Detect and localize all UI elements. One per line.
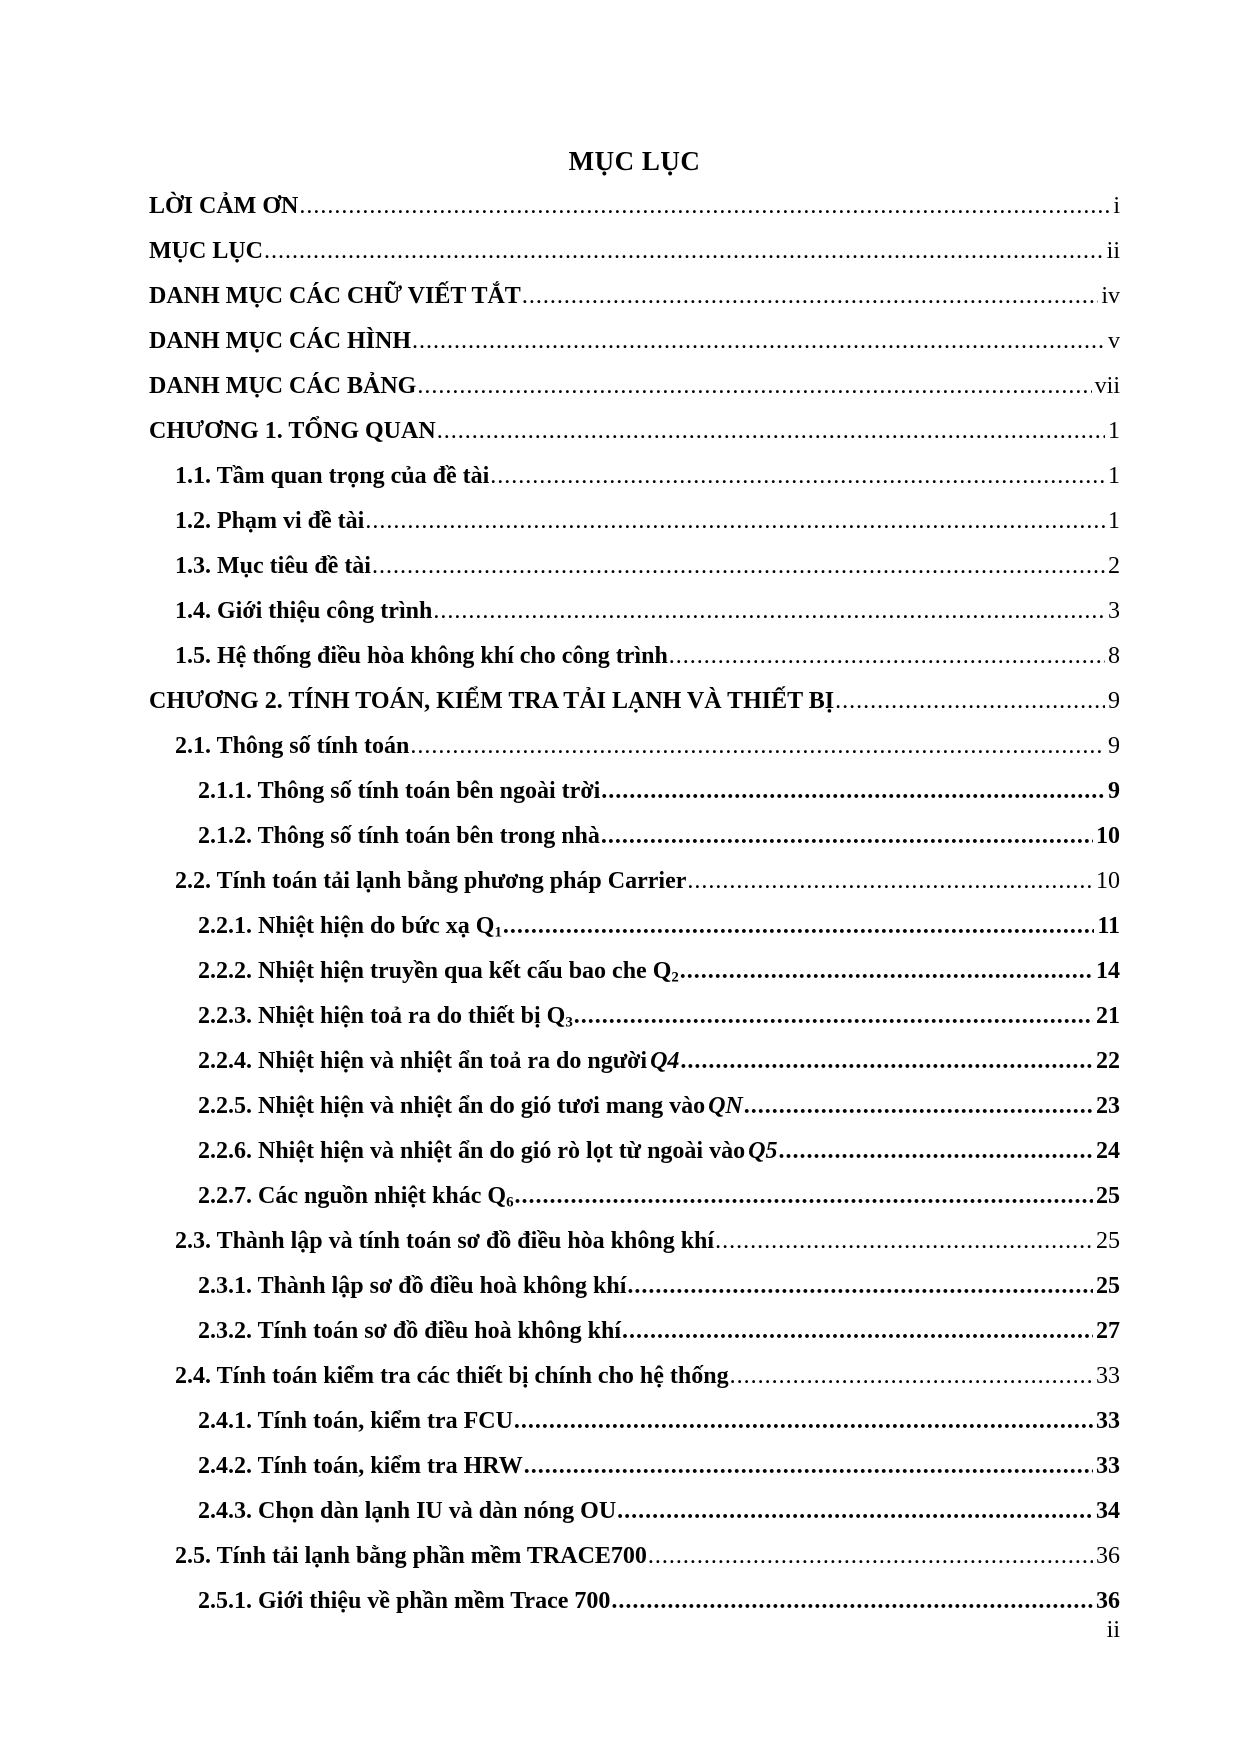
toc-entry-label [175,544,371,589]
toc-entry [149,1309,1120,1354]
toc-entry-label [198,949,679,994]
toc-entry [149,679,1120,724]
toc-page-number: 25 [1096,1273,1120,1299]
toc-entry [149,814,1120,859]
toc-page-number: 9 [1108,778,1120,804]
toc-entry [149,1129,1120,1174]
symbol-subscript: 3 [565,1014,573,1031]
toc-dot-leader [490,454,1105,499]
toc-entry [149,1354,1120,1399]
toc-entry [149,1084,1120,1129]
toc-entry-text: 2.3. Thành lập và tính toán sơ đồ điều hòa không khí [175,1228,715,1254]
symbol-subscript: 1 [494,924,502,941]
toc-page-number: vii [1094,373,1120,399]
toc-entry [149,1264,1120,1309]
toc-entry-text: 2.1.1. Thông số tính toán bên ngoài trời [198,778,601,804]
toc-dot-leader [437,409,1105,454]
toc-entry-label [149,679,834,724]
toc-entry-label [175,1219,714,1264]
toc-entry [149,184,1120,229]
toc-entry-label [198,1084,743,1129]
toc-entry [149,319,1120,364]
toc-dot-leader [503,904,1094,949]
toc-entry-text: DANH MỤC CÁC CHỮ VIẾT TẮT [149,283,521,309]
toc-page-number: 1 [1108,463,1120,489]
toc-entry-text: 1.1. Tầm quan trọng của đề tài [175,463,490,489]
toc-page-number: 34 [1096,1498,1120,1524]
toc-dot-leader [680,949,1093,994]
toc-page-number: 25 [1096,1183,1120,1209]
toc-page-number: 36 [1096,1543,1120,1569]
toc-entry [149,904,1120,949]
toc-entry-text: 2.4.1. Tính toán, kiểm tra FCU [198,1408,513,1434]
toc-entry-label [175,634,668,679]
toc-page-number: 21 [1096,1003,1120,1029]
toc-dot-leader [680,1039,1093,1084]
toc-page-number: 33 [1096,1363,1120,1389]
toc-dot-leader [372,544,1105,589]
toc-entry [149,274,1120,319]
toc-dot-leader [611,1579,1093,1624]
toc-entry-text: 2.2.2. Nhiệt hiện truyền qua kết cấu bao che Q [198,958,672,984]
toc-entry [149,949,1120,994]
toc-entry-text: DANH MỤC CÁC HÌNH [149,328,411,354]
toc-entry-label [198,1264,626,1309]
toc-page-number: v [1108,328,1120,354]
symbol-subscript: 2 [671,969,679,986]
toc-entry-text: 2.4.2. Tính toán, kiểm tra HRW [198,1453,523,1479]
italic-symbol: Q5 [748,1138,778,1164]
toc-dot-leader [715,1219,1093,1264]
toc-dot-leader [601,814,1093,859]
toc-entry-label [198,1309,621,1354]
toc-entry-label [198,1444,523,1489]
toc-entry-text: 2.3.1. Thành lập sơ đồ điều hoà không khí [198,1273,627,1299]
toc-entry-text: 2.3.2. Tính toán sơ đồ điều hoà không khí [198,1318,622,1344]
toc-entry [149,1219,1120,1264]
toc-dot-leader [778,1129,1093,1174]
toc-page-number: 2 [1108,553,1120,579]
toc-entry [149,1444,1120,1489]
toc-entry-text: 2.1.2. Thông số tính toán bên trong nhà [198,823,600,849]
toc-dot-leader [264,229,1104,274]
toc-entry-label [175,724,409,769]
toc-dot-leader [669,634,1105,679]
toc-page-number: 9 [1108,733,1120,759]
toc-page-number: 11 [1097,913,1120,939]
toc-entry-text: 2.2.6. Nhiệt hiện và nhiệt ẩn do gió rò lọt từ ngoài vào [198,1138,746,1164]
italic-symbol: QN [708,1093,743,1119]
footer-page-number: ii [1106,1617,1120,1643]
toc-entry [149,364,1120,409]
toc-entry-label [149,319,411,364]
toc-page-number: 3 [1108,598,1120,624]
italic-symbol: Q4 [650,1048,680,1074]
toc-dot-leader [524,1444,1093,1489]
toc-dot-leader [299,184,1110,229]
toc-page-number: 33 [1096,1453,1120,1479]
toc-dot-leader [648,1534,1093,1579]
toc-dot-leader [574,994,1093,1039]
toc-entry [149,454,1120,499]
toc-entry-text: CHƯƠNG 1. TỔNG QUAN [149,418,436,444]
toc-page-number: 22 [1096,1048,1120,1074]
toc-entry [149,499,1120,544]
toc-page-number: ii [1106,238,1120,264]
toc-entry-text: 2.1. Thông số tính toán [175,733,410,759]
toc-page-number: 10 [1096,868,1120,894]
toc-entry-label [175,499,364,544]
toc-entry-label [198,1129,777,1174]
toc-entry-text: 1.2. Phạm vi đề tài [175,508,365,534]
toc-entry-text: DANH MỤC CÁC BẢNG [149,373,417,399]
toc-page-number: 27 [1096,1318,1120,1344]
toc-entry [149,544,1120,589]
toc-dot-leader [514,1399,1093,1444]
toc-dot-leader [515,1174,1094,1219]
toc-entry [149,1489,1120,1534]
page-title: MỤC LỤC [568,146,701,176]
toc-entry-text: 2.2.7. Các nguồn nhiệt khác Q [198,1183,507,1209]
toc-entry-label [175,1354,729,1399]
toc-entry-text: 2.5. Tính tải lạnh bằng phần mềm TRACE700 [175,1543,647,1569]
toc-entry [149,409,1120,454]
toc-entry [149,229,1120,274]
toc-dot-leader [433,589,1105,634]
toc-dot-leader [522,274,1099,319]
toc-page-number: iv [1101,283,1120,309]
toc-entry-label [175,1534,647,1579]
toc-entry-label [149,274,521,319]
toc-entry-label [198,1399,513,1444]
toc-entry-text: 2.2. Tính toán tải lạnh bằng phương pháp Carrier [175,868,687,894]
toc-entry-label [149,364,416,409]
toc-entry-label [175,859,686,904]
table-of-contents [149,184,1120,1624]
toc-entry [149,1174,1120,1219]
toc-entry-label [198,814,600,859]
toc-entry-text: 2.2.4. Nhiệt hiện và nhiệt ẩn toả ra do người [198,1048,648,1074]
toc-entry [149,724,1120,769]
toc-page-number: 33 [1096,1408,1120,1434]
toc-page-number: 9 [1108,688,1120,714]
toc-page-number: 24 [1096,1138,1120,1164]
toc-entry-label [149,184,298,229]
toc-page-number: 8 [1108,643,1120,669]
toc-page-number: 10 [1096,823,1120,849]
toc-dot-leader [744,1084,1093,1129]
toc-entry-text: 2.2.3. Nhiệt hiện toả ra do thiết bị Q [198,1003,566,1029]
toc-entry [149,859,1120,904]
toc-dot-leader [601,769,1105,814]
toc-entry-text: LỜI CẢM ƠN [149,193,299,219]
toc-page-number: 1 [1108,418,1120,444]
toc-entry-label [175,454,489,499]
toc-entry-text: MỤC LỤC [149,238,263,264]
toc-dot-leader [627,1264,1093,1309]
toc-entry-label [198,769,600,814]
toc-dot-leader [365,499,1105,544]
toc-entry-label [175,589,432,634]
toc-entry-label [198,1174,514,1219]
toc-entry-text: 2.5.1. Giới thiệu về phần mềm Trace 700 [198,1588,611,1614]
toc-entry [149,1399,1120,1444]
toc-entry [149,1039,1120,1084]
toc-entry-text: 2.2.1. Nhiệt hiện do bức xạ Q [198,913,495,939]
toc-entry [149,1579,1120,1624]
toc-entry [149,1534,1120,1579]
toc-page-number: i [1113,193,1120,219]
toc-entry-label [198,904,502,949]
toc-entry [149,589,1120,634]
toc-entry [149,769,1120,814]
toc-entry-label [198,1489,616,1534]
toc-entry-text: 2.4. Tính toán kiểm tra các thiết bị chính cho hệ thống [175,1363,729,1389]
toc-entry-text: 2.4.3. Chọn dàn lạnh IU và dàn nóng OU [198,1498,617,1524]
toc-dot-leader [417,364,1091,409]
toc-dot-leader [730,1354,1093,1399]
toc-page-number: 1 [1108,508,1120,534]
toc-page-number: 25 [1096,1228,1120,1254]
toc-entry-label [198,994,573,1039]
toc-dot-leader [687,859,1093,904]
toc-dot-leader [622,1309,1093,1354]
toc-page-number: 36 [1096,1588,1120,1614]
toc-entry-label [198,1039,679,1084]
toc-dot-leader [410,724,1105,769]
toc-entry-text: 1.4. Giới thiệu công trình [175,598,433,624]
toc-entry [149,634,1120,679]
toc-entry-text: CHƯƠNG 2. TÍNH TOÁN, KIỂM TRA TẢI LẠNH VÀ THIẾT BỊ [149,688,835,714]
toc-entry-text: 2.2.5. Nhiệt hiện và nhiệt ẩn do gió tươi mang vào [198,1093,706,1119]
toc-dot-leader [617,1489,1093,1534]
toc-page-number: 23 [1096,1093,1120,1119]
toc-entry-text: 1.5. Hệ thống điều hòa không khí cho công trình [175,643,668,669]
toc-entry [149,994,1120,1039]
toc-dot-leader [835,679,1105,724]
toc-page-number: 14 [1096,958,1120,984]
toc-entry-label [149,229,263,274]
toc-entry-label [198,1579,610,1624]
toc-entry-text: 1.3. Mục tiêu đề tài [175,553,371,579]
toc-entry-label [149,409,436,454]
toc-dot-leader [412,319,1105,364]
symbol-subscript: 6 [506,1194,514,1211]
